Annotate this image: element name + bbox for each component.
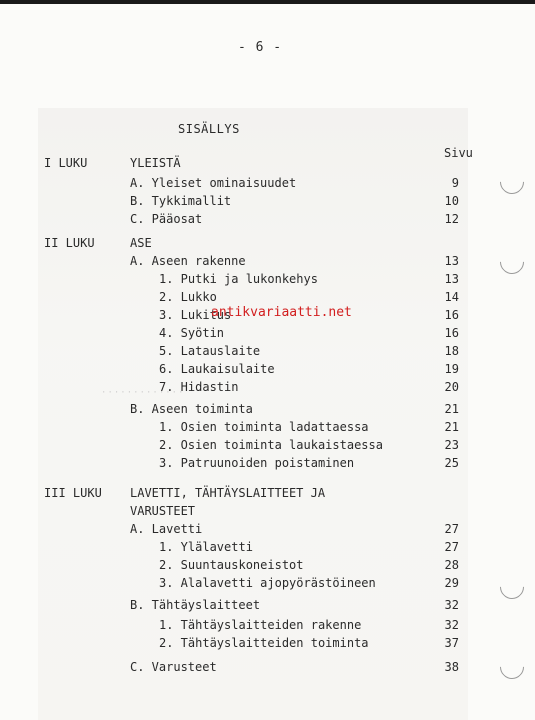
toc-page-number: 18: [444, 344, 459, 358]
toc-page-number: 20: [444, 380, 459, 394]
binder-hole-icon: [495, 650, 529, 684]
toc-entry-label: 1. Putki ja lukonkehys: [159, 272, 318, 286]
toc-entry-label: B. Aseen toiminta: [130, 402, 253, 416]
toc-page-number: 27: [444, 522, 459, 536]
toc-page-number: 9: [451, 176, 459, 190]
toc-entry-label: 2. Lukko: [159, 290, 217, 304]
toc-title: SISÄLLYS: [178, 122, 240, 136]
toc-entry-label: 6. Laukaisulaite: [159, 362, 275, 376]
binder-hole-icon: [495, 245, 529, 279]
binder-hole-icon: [495, 165, 529, 199]
toc-page-number: 28: [444, 558, 459, 572]
toc-entry-label: C. Varusteet: [130, 660, 217, 674]
toc-entry-label: VARUSTEET: [130, 504, 196, 518]
toc-entry-label: 2. Suuntauskoneistot: [159, 558, 304, 572]
binder-hole-icon: [495, 570, 529, 604]
toc-page-number: 25: [444, 456, 459, 470]
chapter-label: III LUKU: [44, 486, 102, 500]
toc-entry-label: 3. Alalavetti ajopyörästöineen: [159, 576, 376, 590]
toc-entry-label: 1. Tähtäyslaitteiden rakenne: [159, 618, 362, 632]
toc-entry-label: 3. Lukitus: [159, 308, 232, 322]
toc-page-number: 16: [444, 308, 459, 322]
toc-page-number: 14: [444, 290, 459, 304]
toc-page-number: 12: [444, 212, 459, 226]
toc-page-number: 37: [444, 636, 459, 650]
toc-page-number: 27: [444, 540, 459, 554]
page-number: - 6 -: [238, 40, 283, 55]
toc-entry-label: A. Yleiset ominaisuudet: [130, 176, 297, 190]
toc-page-number: 38: [444, 660, 459, 674]
toc-page-number: 19: [444, 362, 459, 376]
toc-entry-label: 2. Tähtäyslaitteiden toiminta: [159, 636, 369, 650]
toc-entry-label: A. Aseen rakenne: [130, 254, 246, 268]
toc-entry-label: ASE: [130, 236, 152, 250]
toc-entry-label: 1. Ylälavetti: [159, 540, 253, 554]
toc-page-number: 32: [444, 618, 459, 632]
toc-page-number: 29: [444, 576, 459, 590]
toc-entry-label: C. Pääosat: [130, 212, 203, 226]
toc-page-number: 16: [444, 326, 459, 340]
toc-page-number: 13: [444, 272, 459, 286]
page-column-header: Sivu: [444, 146, 473, 160]
toc-entry-label: LAVETTI, TÄHTÄYSLAITTEET JA: [130, 486, 326, 500]
toc-page-number: 21: [444, 402, 459, 416]
chapter-label: I LUKU: [44, 156, 88, 170]
toc-entry-label: 3. Patruunoiden poistaminen: [159, 456, 355, 470]
bleed-through-text: ·············: [100, 388, 184, 398]
toc-page-number: 21: [444, 420, 459, 434]
toc-entry-label: B. Tähtäyslaitteet: [130, 598, 261, 612]
toc-page-number: 13: [444, 254, 459, 268]
toc-entry-label: 7. Hidastin: [159, 380, 239, 394]
toc-entry-label: B. Tykkimallit: [130, 194, 232, 208]
toc-page-number: 23: [444, 438, 459, 452]
toc-entry-label: A. Lavetti: [130, 522, 203, 536]
toc-entry-label: 1. Osien toiminta ladattaessa: [159, 420, 369, 434]
toc-entry-label: 2. Osien toiminta laukaistaessa: [159, 438, 383, 452]
top-edge-rule: [0, 0, 535, 4]
toc-entry-label: YLEISTÄ: [130, 156, 181, 170]
toc-page-number: 32: [444, 598, 459, 612]
toc-page-number: 10: [444, 194, 459, 208]
toc-entry-label: 5. Latauslaite: [159, 344, 261, 358]
watermark: antikvariaatti.net: [211, 305, 352, 320]
chapter-label: II LUKU: [44, 236, 95, 250]
toc-entry-label: 4. Syötin: [159, 326, 225, 340]
